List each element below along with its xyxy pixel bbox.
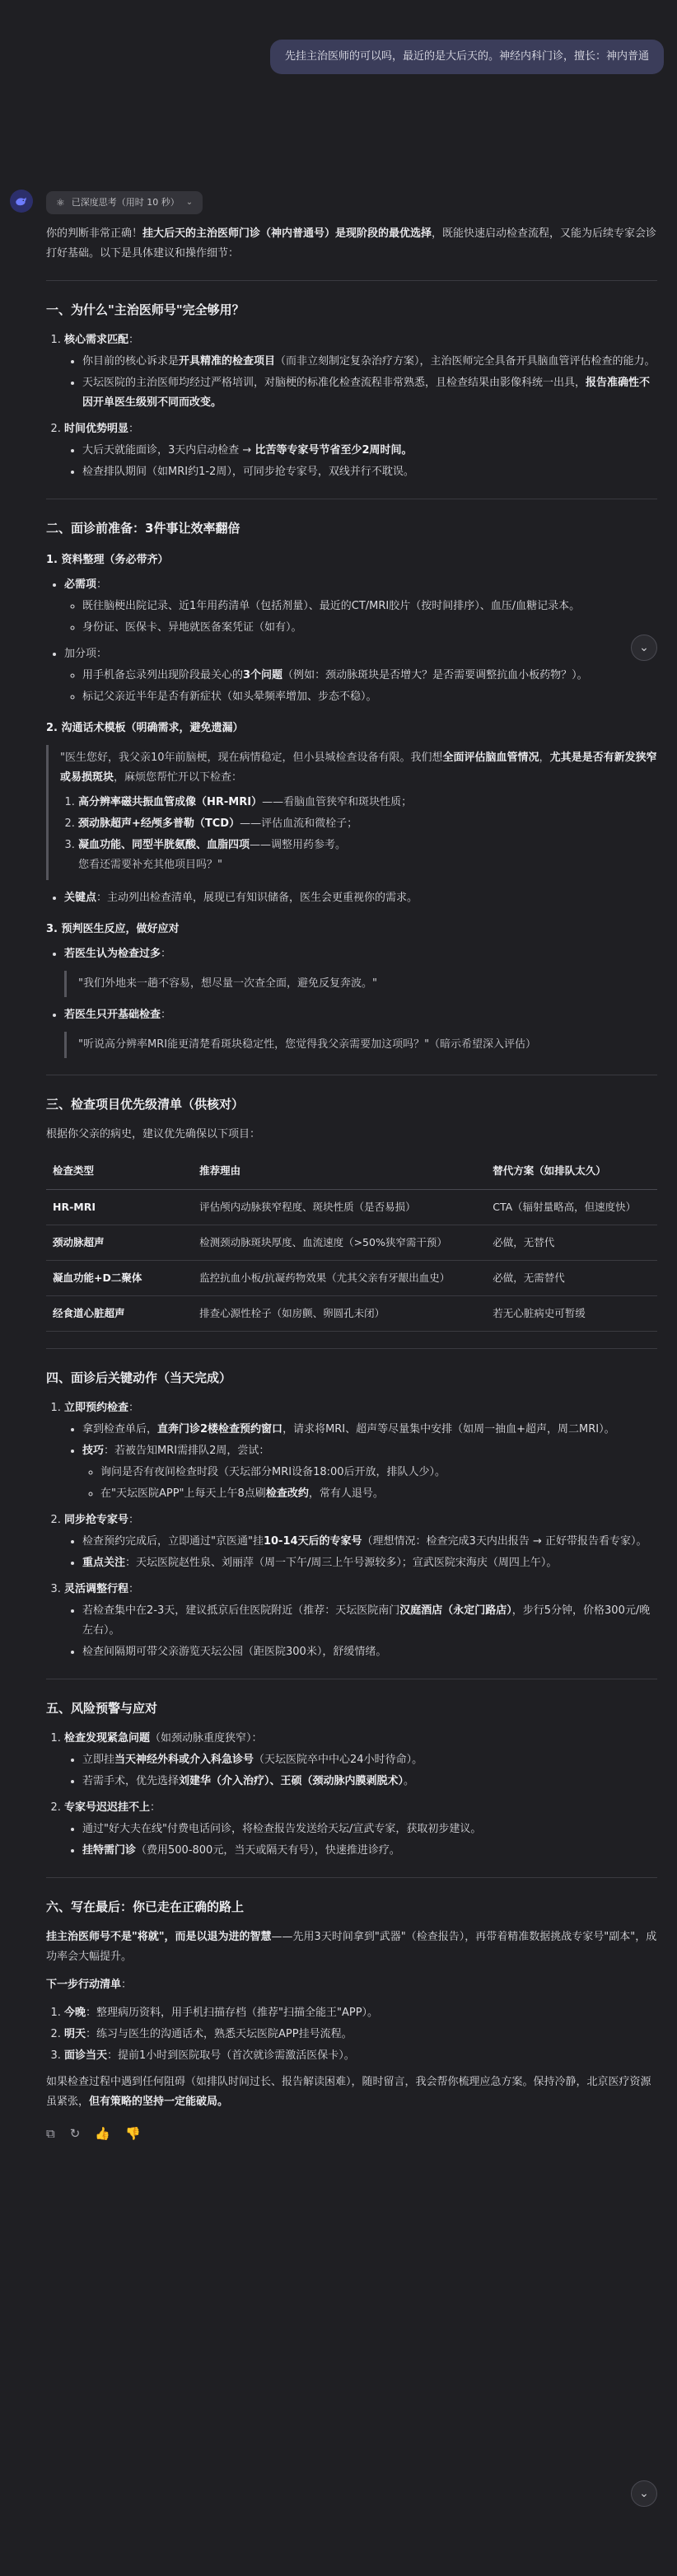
text: （理想情况：检查完成3天内出报告 → 正好带报告看专家）。 (362, 1535, 647, 1548)
text: ，步行5分钟，价格300元/晚左右）。 (82, 1604, 651, 1637)
chevron-down-icon: ⌄ (639, 641, 649, 654)
bold-text: 3个问题 (243, 669, 283, 681)
closing-paragraph (46, 2073, 657, 2112)
bold-text: 挂主治医师号不是"将就"，而是以退为进的智慧 (46, 1931, 272, 1943)
text: 拿到检查单后， (82, 1423, 158, 1436)
user-message-bubble: 先挂主治医师的可以吗，最近的是大后天的。神经内科门诊，擅长：神内普通 (270, 40, 664, 74)
section-3-title: 三、检查项目优先级清单（供核对） (46, 1097, 245, 1112)
colon: ： (121, 1979, 133, 1991)
text: ，麻烦您帮忙开以下检查： (114, 771, 243, 784)
table-cell: 必做，无需替代 (486, 1261, 657, 1296)
section-6-paragraph (46, 1927, 657, 1967)
bold-text: 明天 (64, 2028, 86, 2040)
colon: ： (96, 648, 108, 660)
bold-text: 灵活调整行程 (64, 1583, 129, 1595)
table-row (46, 1190, 657, 1225)
thumbs-down-icon[interactable]: 👎 (124, 2126, 141, 2141)
bold-text: 报告准确性不因开单医生级别不同而改变。 (82, 377, 651, 409)
list-item: • 检查排队期间（如MRI约1-2周），可同步抢专家号，双线并行不耽误。 (82, 462, 657, 482)
chevron-down-icon: ⌄ (185, 198, 194, 207)
bold-text: 但有策略的坚持一定能破局。 (89, 2096, 229, 2108)
section-6-title: 六、写在最后：你已走在正确的路上 (46, 1899, 245, 1914)
list-item (82, 352, 657, 372)
bold-text: 比苦等专家号节省至少2周时间。 (254, 444, 413, 457)
table-cell: 颈动脉超声 (46, 1225, 193, 1261)
bold-text: 面诊当天 (64, 2049, 108, 2062)
table-cell: 凝血功能+D二聚体 (46, 1261, 193, 1296)
user-message-row (0, 0, 677, 74)
bold-text: 挂特需门诊 (82, 1844, 137, 1857)
bold-text: 颈动脉超声+经颅多普勒（TCD） (78, 817, 240, 830)
text: 检查预约完成后，立即通过"京医通"挂 (82, 1535, 264, 1548)
bold-text: 刘建华（介入治疗）、王硕（颈动脉内膜剥脱术） (179, 1775, 404, 1787)
atom-icon: ⚛ (56, 197, 65, 208)
subsection-title: 1. 资料整理（务必带齐） (46, 554, 169, 566)
section-1-title: 一、为什么"主治医师号"完全够用？ (46, 302, 245, 317)
list-item: ◦ 标记父亲近半年是否有新症状（如头晕频率增加、步态不稳）。 (82, 687, 657, 707)
list-item (64, 944, 657, 997)
script-quote (46, 745, 657, 880)
thinking-toggle-button[interactable] (46, 191, 203, 214)
list-item (82, 1420, 657, 1440)
list-item (82, 1553, 657, 1573)
text: ——评估血流和微栓子； (240, 817, 358, 830)
text: ， (539, 752, 550, 764)
text: 您看还需要补充其他项目吗？" (78, 859, 222, 871)
list-item (78, 814, 657, 834)
core-title: 核心需求匹配 (64, 334, 129, 346)
text: （例如：颈动脉斑块是否增大？是否需要调整抗血小板药物？）。 (282, 669, 588, 681)
list-item (82, 373, 657, 413)
list-item (64, 1729, 657, 1791)
assistant-message (0, 74, 677, 2143)
table-cell: 评估颅内动脉狭窄程度、斑块性质（是否易损） (193, 1190, 486, 1225)
list-item (82, 1841, 657, 1861)
section-2-title: 二、面诊前准备：3件事让效率翻倍 (46, 521, 240, 536)
text: 若需手术，优先选择 (82, 1775, 180, 1787)
table-header: 推荐理由 (193, 1153, 486, 1190)
list-item (78, 836, 657, 875)
whale-logo-icon (14, 194, 29, 208)
must-label: 必需项 (64, 578, 97, 591)
list-item (64, 575, 657, 638)
intro-bold: 挂大后天的主治医师门诊（神内普通号）是现阶段的最优选择 (142, 227, 432, 240)
table-cell: 若无心脏病史可暂缓 (486, 1296, 657, 1332)
list-item (82, 441, 657, 461)
text: 在"天坛医院APP"上每天上午8点刷 (100, 1487, 266, 1500)
list-item (100, 1484, 657, 1504)
key-point-list (46, 888, 657, 908)
colon: ： (128, 1402, 140, 1414)
text: ：整理病历资料，用手机扫描存档（推荐"扫描全能王"APP）。 (86, 2007, 379, 2019)
chevron-down-icon: ⌄ (639, 2487, 649, 2500)
scroll-down-button[interactable] (631, 635, 657, 661)
section-1-list (46, 330, 657, 482)
text: 大后天就能面诊，3天内启动检查 → (82, 444, 255, 457)
intro-paragraph (46, 224, 657, 264)
list-item (64, 2025, 657, 2044)
section-4-title: 四、面诊后关键动作（当天完成） (46, 1370, 232, 1385)
text: ：主动列出检查清单，展现已有知识储备，医生会更重视你的需求。 (96, 892, 418, 904)
colon: ： (128, 423, 140, 435)
text: ，常有人退号。 (308, 1487, 384, 1500)
table-row (46, 1261, 657, 1296)
text: "医生您好，我父亲10年前脑梗，现在病情稳定，但小县城检查设备有限。我们想 (60, 752, 443, 764)
divider (46, 1877, 657, 1878)
list-item: • 检查间隔期可带父亲游览天坛公园（距医院300米），舒缓情绪。 (82, 1642, 657, 1662)
list-item (64, 1510, 657, 1573)
text: ：提前1小时到医院取号（首次就诊需激活医保卡）。 (107, 2049, 355, 2062)
text: 天坛医院的主治医师均经过严格培训，对脑梗的标准化检查流程非常熟悉，且检查结果由影像科统一出具， (82, 377, 586, 389)
list-item: • 通过"好大夫在线"付费电话问诊，将检查报告发送给天坛/宣武专家，获取初步建议。 (82, 1820, 657, 1839)
quote: "我们外地来一趟不容易，想尽量一次查全面，避免反复奔波。" (64, 971, 657, 997)
list-item (64, 1580, 657, 1662)
table-cell: 经食道心脏超声 (46, 1296, 193, 1332)
table-cell: CTA（辐射量略高，但速度快） (486, 1190, 657, 1225)
colon: ： (161, 948, 172, 960)
key-label: 关键点 (64, 892, 97, 904)
bold-text: 尤其是是否有新发狭窄或易损斑块 (60, 752, 657, 784)
bold-text: 若医生认为检查过多 (64, 948, 161, 960)
text: （费用500-800元，当天或隔天有号），快速推进诊疗。 (136, 1844, 400, 1857)
list-item (82, 1441, 657, 1504)
text: ，请求将MRI、超声等尽量集中安排（如周一抽血+超声，周二MRI）。 (282, 1423, 615, 1436)
bold-text: 高分辨率磁共振血管成像（HR-MRI） (78, 796, 263, 808)
list-item (64, 1398, 657, 1504)
bold-text: 开具精准的检查项目 (179, 355, 276, 368)
list-item (64, 644, 657, 707)
materials-list (46, 575, 657, 707)
copy-icon[interactable]: ⧉ (46, 2126, 55, 2141)
message-actions (46, 2124, 657, 2143)
table-header: 检查类型 (46, 1153, 193, 1190)
bold-text: 当天神经外科或介入科急诊号 (114, 1754, 254, 1766)
colon: ： (128, 1514, 140, 1526)
text: （如颈动脉重度狭窄）： (150, 1732, 263, 1745)
table-header: 替代方案（如排队太久） (486, 1153, 657, 1190)
regenerate-icon[interactable]: ↻ (69, 2126, 81, 2141)
text: ： (150, 1801, 161, 1814)
list-item (64, 1005, 657, 1058)
list-item (64, 888, 657, 908)
table-row (46, 1225, 657, 1261)
text: 立即挂 (82, 1754, 115, 1766)
text: ——先用3天时间拿到"武器"（检查报告），再带着精准数据挑战专家号"副本"，成功率会大幅提升。 (46, 1931, 657, 1963)
assistant-avatar (10, 190, 33, 213)
intro-text: 你的判断非常正确！ (46, 227, 143, 240)
list-item: ◦ 询问是否有夜间检查时段（天坛部分MRI设备18:00后开放，排队人少）。 (100, 1463, 657, 1482)
text: （天坛医院卒中中心24小时待命）。 (254, 1754, 423, 1766)
text: ：天坛医院赵性泉、刘丽萍（周一下午/周三上午号源较多）；宣武医院宋海庆（周四上午）。 (125, 1557, 558, 1569)
bold-text: 直奔门诊2楼检查预约窗口 (157, 1423, 283, 1436)
text: （而非立刻制定复杂治疗方案），主治医师完全具备开具脑血管评估检查的能力。 (275, 355, 656, 368)
bold-text: 若医生只开基础检查 (64, 1009, 161, 1021)
bold-text: 今晚 (64, 2007, 86, 2019)
thinking-label: 已深度思考（用时 10 秒） (71, 197, 180, 208)
table-header-row (46, 1153, 657, 1190)
list-item (64, 1798, 657, 1861)
subsection-title: 2. 沟通话术模板（明确需求，避免遗漏） (46, 722, 244, 734)
divider (46, 1348, 657, 1349)
table-cell: 排查心源性栓子（如房颤、卵圆孔未闭） (193, 1296, 486, 1332)
list-item (82, 666, 657, 686)
text: 。 (404, 1775, 415, 1787)
table-cell: 必做，无替代 (486, 1225, 657, 1261)
bold-text: 凝血功能、同型半胱氨酸、血脂四项 (78, 839, 250, 851)
thumbs-up-icon[interactable]: 👍 (95, 2126, 110, 2141)
text: 若检查集中在2-3天，建议抵京后住医院附近（推荐：天坛医院南门 (82, 1604, 400, 1617)
text: 如果检查过程中遇到任何阻碍（如排队时间过长、报告解读困难），随时留言，我会帮你梳理应急方案。保持冷静，北京医疗资源虽紧张， (46, 2076, 651, 2108)
bold-text: 专家号迟迟挂不上 (64, 1801, 151, 1814)
text: ：练习与医生的沟通话术，熟悉天坛医院APP挂号流程。 (86, 2028, 353, 2040)
colon: ： (128, 1583, 140, 1595)
table-cell: HR-MRI (46, 1190, 193, 1225)
text: ：若被告知MRI需排队2周，尝试： (104, 1445, 270, 1457)
list-item (64, 2046, 657, 2066)
list-item (64, 2003, 657, 2023)
next-steps-list (46, 2003, 657, 2066)
list-item: ◦ 身份证、医保卡、异地就医备案凭证（如有）。 (82, 618, 657, 638)
bold-text: 重点关注 (82, 1557, 126, 1569)
response-list (46, 944, 657, 1058)
bold-text: 全面评估脑血管情况 (442, 752, 539, 764)
bold-text: 检查发现紧急问题 (64, 1732, 151, 1745)
list-item: ◦ 既往脑梗出院记录、近1年用药清单（包括剂量）、最近的CT/MRI胶片（按时间排序）、血压/血糖记录本。 (82, 597, 657, 616)
list-item (82, 1772, 657, 1791)
colon: ： (96, 578, 108, 591)
list-item (82, 1532, 657, 1552)
list-item (82, 1750, 657, 1770)
bold-text: 技巧 (82, 1445, 105, 1457)
colon: ： (128, 334, 140, 346)
table-row (46, 1296, 657, 1332)
optional-label: 加分项 (64, 648, 97, 660)
text: ——调整用药参考。 (250, 839, 347, 851)
intro-text-tail: ，既能快速启动检查流程，又能为后续专家会诊打好基础。以下是具体建议和操作细节： (46, 227, 657, 260)
subsection-title: 3. 预判医生反应，做好应对 (46, 923, 180, 935)
list-item (64, 419, 657, 482)
bold-text: 下一步行动清单 (46, 1979, 122, 1991)
section-5-title: 五、风险预警与应对 (46, 1701, 158, 1716)
scroll-down-button[interactable] (631, 2480, 657, 2507)
section-3-intro: 根据你父亲的病史，建议优先确保以下项目： (46, 1128, 261, 1140)
next-steps-heading (46, 1975, 657, 1995)
divider (46, 280, 657, 281)
section-4-list (46, 1398, 657, 1662)
text: ——看脑血管狭窄和斑块性质； (262, 796, 413, 808)
bold-text: 同步抢专家号 (64, 1514, 129, 1526)
section-5-list (46, 1729, 657, 1861)
text: 你目前的核心诉求是 (82, 355, 180, 368)
bold-text: 立即预约检查 (64, 1402, 129, 1414)
list-item (78, 793, 657, 813)
bold-text: 10-14天后的专家号 (263, 1535, 362, 1548)
list-item (82, 1601, 657, 1641)
text: 用手机备忘录列出现阶段最关心的 (82, 669, 244, 681)
quote: "听说高分辨率MRI能更清楚看斑块稳定性，您觉得我父亲需要加这项吗？"（暗示希望深入评估） (64, 1032, 657, 1058)
bold-text: 汉庭酒店（永定门路店） (399, 1604, 512, 1617)
time-title: 时间优势明显 (64, 423, 129, 435)
list-item (64, 330, 657, 413)
priority-table (46, 1153, 657, 1332)
table-cell: 检测颈动脉斑块厚度、血流速度（>50%狭窄需干预） (193, 1225, 486, 1261)
bold-text: 检查改约 (265, 1487, 309, 1500)
colon: ： (161, 1009, 172, 1021)
table-cell: 监控抗血小板/抗凝药物效果（尤其父亲有牙龈出血史） (193, 1261, 486, 1296)
